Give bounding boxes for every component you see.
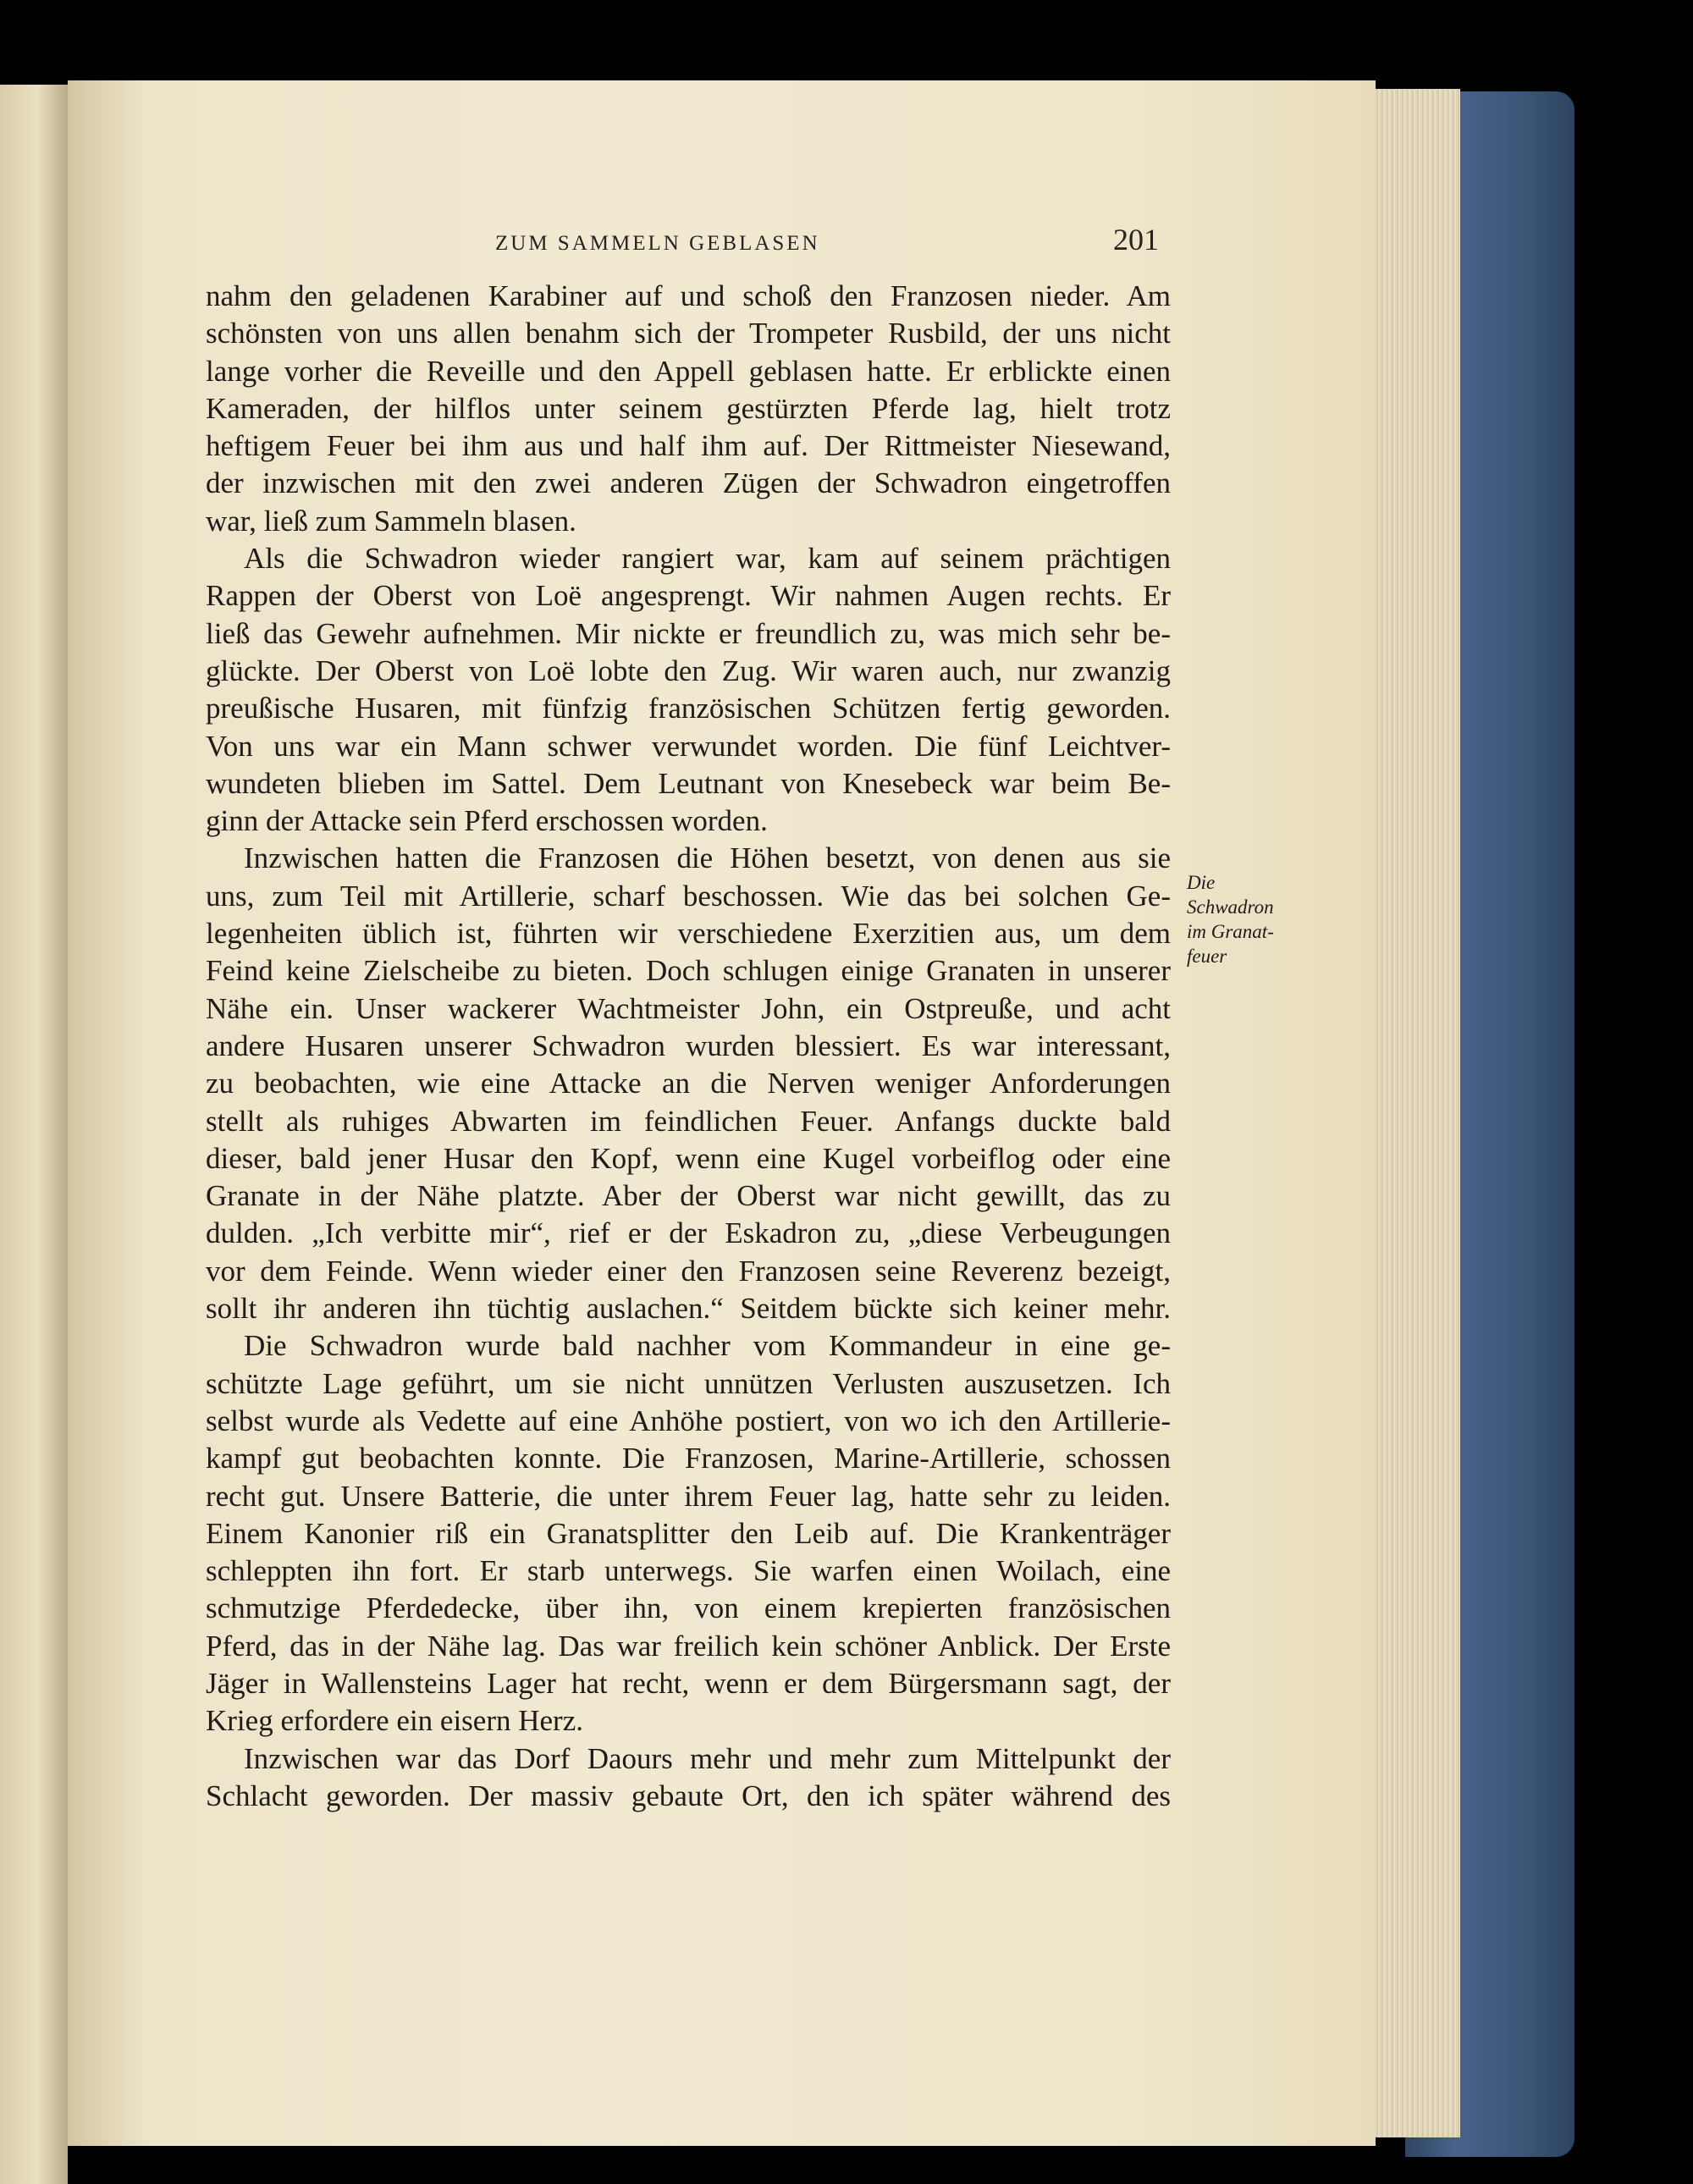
text-line: schmutzige Pferdedecke, über ihn, von einem krepierten französischen bbox=[206, 1591, 1171, 1625]
text-line: uns, zum Teil mit Artillerie, scharf beschossen. Wie das bei solchen Ge- bbox=[206, 879, 1171, 913]
text-line: ließ das Gewehr aufnehmen. Mir nickte er freundlich zu, was mich sehr be- bbox=[206, 616, 1171, 650]
text-line: wundeten blieben im Sattel. Dem Leutnant von Knesebeck war beim Be- bbox=[206, 766, 1171, 800]
text-line: Granate in der Nähe platzte. Aber der Oberst war nicht gewillt, das zu bbox=[206, 1179, 1171, 1213]
text-line: Krieg erfordere ein eisern Herz. bbox=[206, 1704, 583, 1738]
text-line: heftigem Feuer bei ihm aus und half ihm auf. Der Rittmeister Niesewand, bbox=[206, 429, 1171, 463]
marginal-note-line: feuer bbox=[1187, 946, 1227, 967]
text-line: schleppten ihn fort. Er starb unterwegs. Sie warfen einen Woilach, eine bbox=[206, 1554, 1171, 1588]
text-line: Von uns war ein Mann schwer verwundet worden. Die fünf Leichtver- bbox=[206, 729, 1171, 763]
text-line: Rappen der Oberst von Loë angesprengt. Wir nahmen Augen rechts. Er bbox=[206, 579, 1171, 613]
marginal-note bbox=[1187, 870, 1322, 968]
text-line: recht gut. Unsere Batterie, die unter ihrem Feuer lag, hatte sehr zu leiden. bbox=[206, 1479, 1171, 1513]
text-line: Pferd, das in der Nähe lag. Das war freilich kein schöner Anblick. Der Erste bbox=[206, 1629, 1171, 1663]
text-line: stellt als ruhiges Abwarten im feindlichen Feuer. Anfangs duckte bald bbox=[206, 1104, 1171, 1138]
text-line: war, ließ zum Sammeln blasen. bbox=[206, 504, 576, 538]
text-line: Als die Schwadron wieder rangiert war, kam auf seinem prächtigen bbox=[244, 542, 1171, 576]
text-line: Schlacht geworden. Der massiv gebaute Ort, den ich später während des bbox=[206, 1779, 1171, 1812]
text-line: sollt ihr anderen ihn tüchtig auslachen.“ Seitdem bückte sich keiner mehr. bbox=[206, 1292, 1171, 1326]
marginal-note-line: im Granat- bbox=[1187, 921, 1274, 942]
text-line: nahm den geladenen Karabiner auf und schoß den Franzosen nieder. Am bbox=[206, 279, 1171, 312]
text-line: vor dem Feinde. Wenn wieder einer den Franzosen seine Reverenz bezeigt, bbox=[206, 1254, 1171, 1288]
text-line: dulden. „Ich verbitte mir“, rief er der Eskadron zu, „diese Verbeugungen bbox=[206, 1216, 1171, 1250]
marginal-note-line: Schwadron bbox=[1187, 896, 1274, 918]
text-line: selbst wurde als Vedette auf eine Anhöhe postiert, von wo ich den Artillerie- bbox=[206, 1404, 1171, 1437]
text-line: Feind keine Zielscheibe zu bieten. Doch schlugen einige Granaten in unserer bbox=[206, 954, 1171, 988]
text-line: legenheiten üblich ist, führten wir verschiedene Exerzitien aus, um dem bbox=[206, 917, 1171, 951]
text-line: Einem Kanonier riß ein Granatsplitter den Leib auf. Die Krankenträger bbox=[206, 1516, 1171, 1550]
text-line: Die Schwadron wurde bald nachher vom Kommandeur in eine ge- bbox=[244, 1329, 1171, 1363]
left-page-edge bbox=[0, 85, 68, 2184]
text-line: ginn der Attacke sein Pferd erschossen worden. bbox=[206, 804, 768, 838]
text-line: zu beobachten, wie eine Attacke an die Nerven weniger Anforderungen bbox=[206, 1067, 1171, 1100]
page-block-edges bbox=[1376, 89, 1460, 2137]
text-line: glückte. Der Oberst von Loë lobte den Zug. Wir waren auch, nur zwanzig bbox=[206, 654, 1171, 687]
marginal-note-line: Die bbox=[1187, 872, 1216, 893]
text-line: andere Husaren unserer Schwadron wurden blessiert. Es war interessant, bbox=[206, 1029, 1171, 1062]
text-line: lange vorher die Reveille und den Appell geblasen hatte. Er erblickte einen bbox=[206, 354, 1171, 388]
body-text bbox=[206, 278, 1171, 1815]
text-line: dieser, bald jener Husar den Kopf, wenn eine Kugel vorbeiflog oder eine bbox=[206, 1141, 1171, 1175]
text-line: schönsten von uns allen benahm sich der Trompeter Rusbild, der uns nicht bbox=[206, 317, 1171, 350]
text-line: schützte Lage geführt, um sie nicht unnützen Verlusten auszusetzen. Ich bbox=[206, 1366, 1171, 1400]
text-line: der inzwischen mit den zwei anderen Zügen der Schwadron eingetroffen bbox=[206, 466, 1171, 500]
text-line: Inzwischen hatten die Franzosen die Höhen besetzt, von denen aus sie bbox=[244, 841, 1171, 875]
text-line: kampf gut beobachten konnte. Die Franzosen, Marine-Artillerie, schossen bbox=[206, 1442, 1171, 1475]
text-line: Inzwischen war das Dorf Daours mehr und mehr zum Mittelpunkt der bbox=[244, 1741, 1171, 1775]
running-head: ZUM SAMMELN GEBLASEN bbox=[495, 232, 820, 255]
text-line: Jäger in Wallensteins Lager hat recht, wenn er dem Bürgersmann sagt, der bbox=[206, 1666, 1171, 1700]
page-number: 201 bbox=[1113, 223, 1159, 256]
text-line: preußische Husaren, mit fünfzig französischen Schützen fertig geworden. bbox=[206, 692, 1171, 725]
text-line: Kameraden, der hilflos unter seinem gestürzten Pferde lag, hielt trotz bbox=[206, 391, 1171, 425]
text-line: Nähe ein. Unser wackerer Wachtmeister John, ein Ostpreuße, und acht bbox=[206, 991, 1171, 1025]
